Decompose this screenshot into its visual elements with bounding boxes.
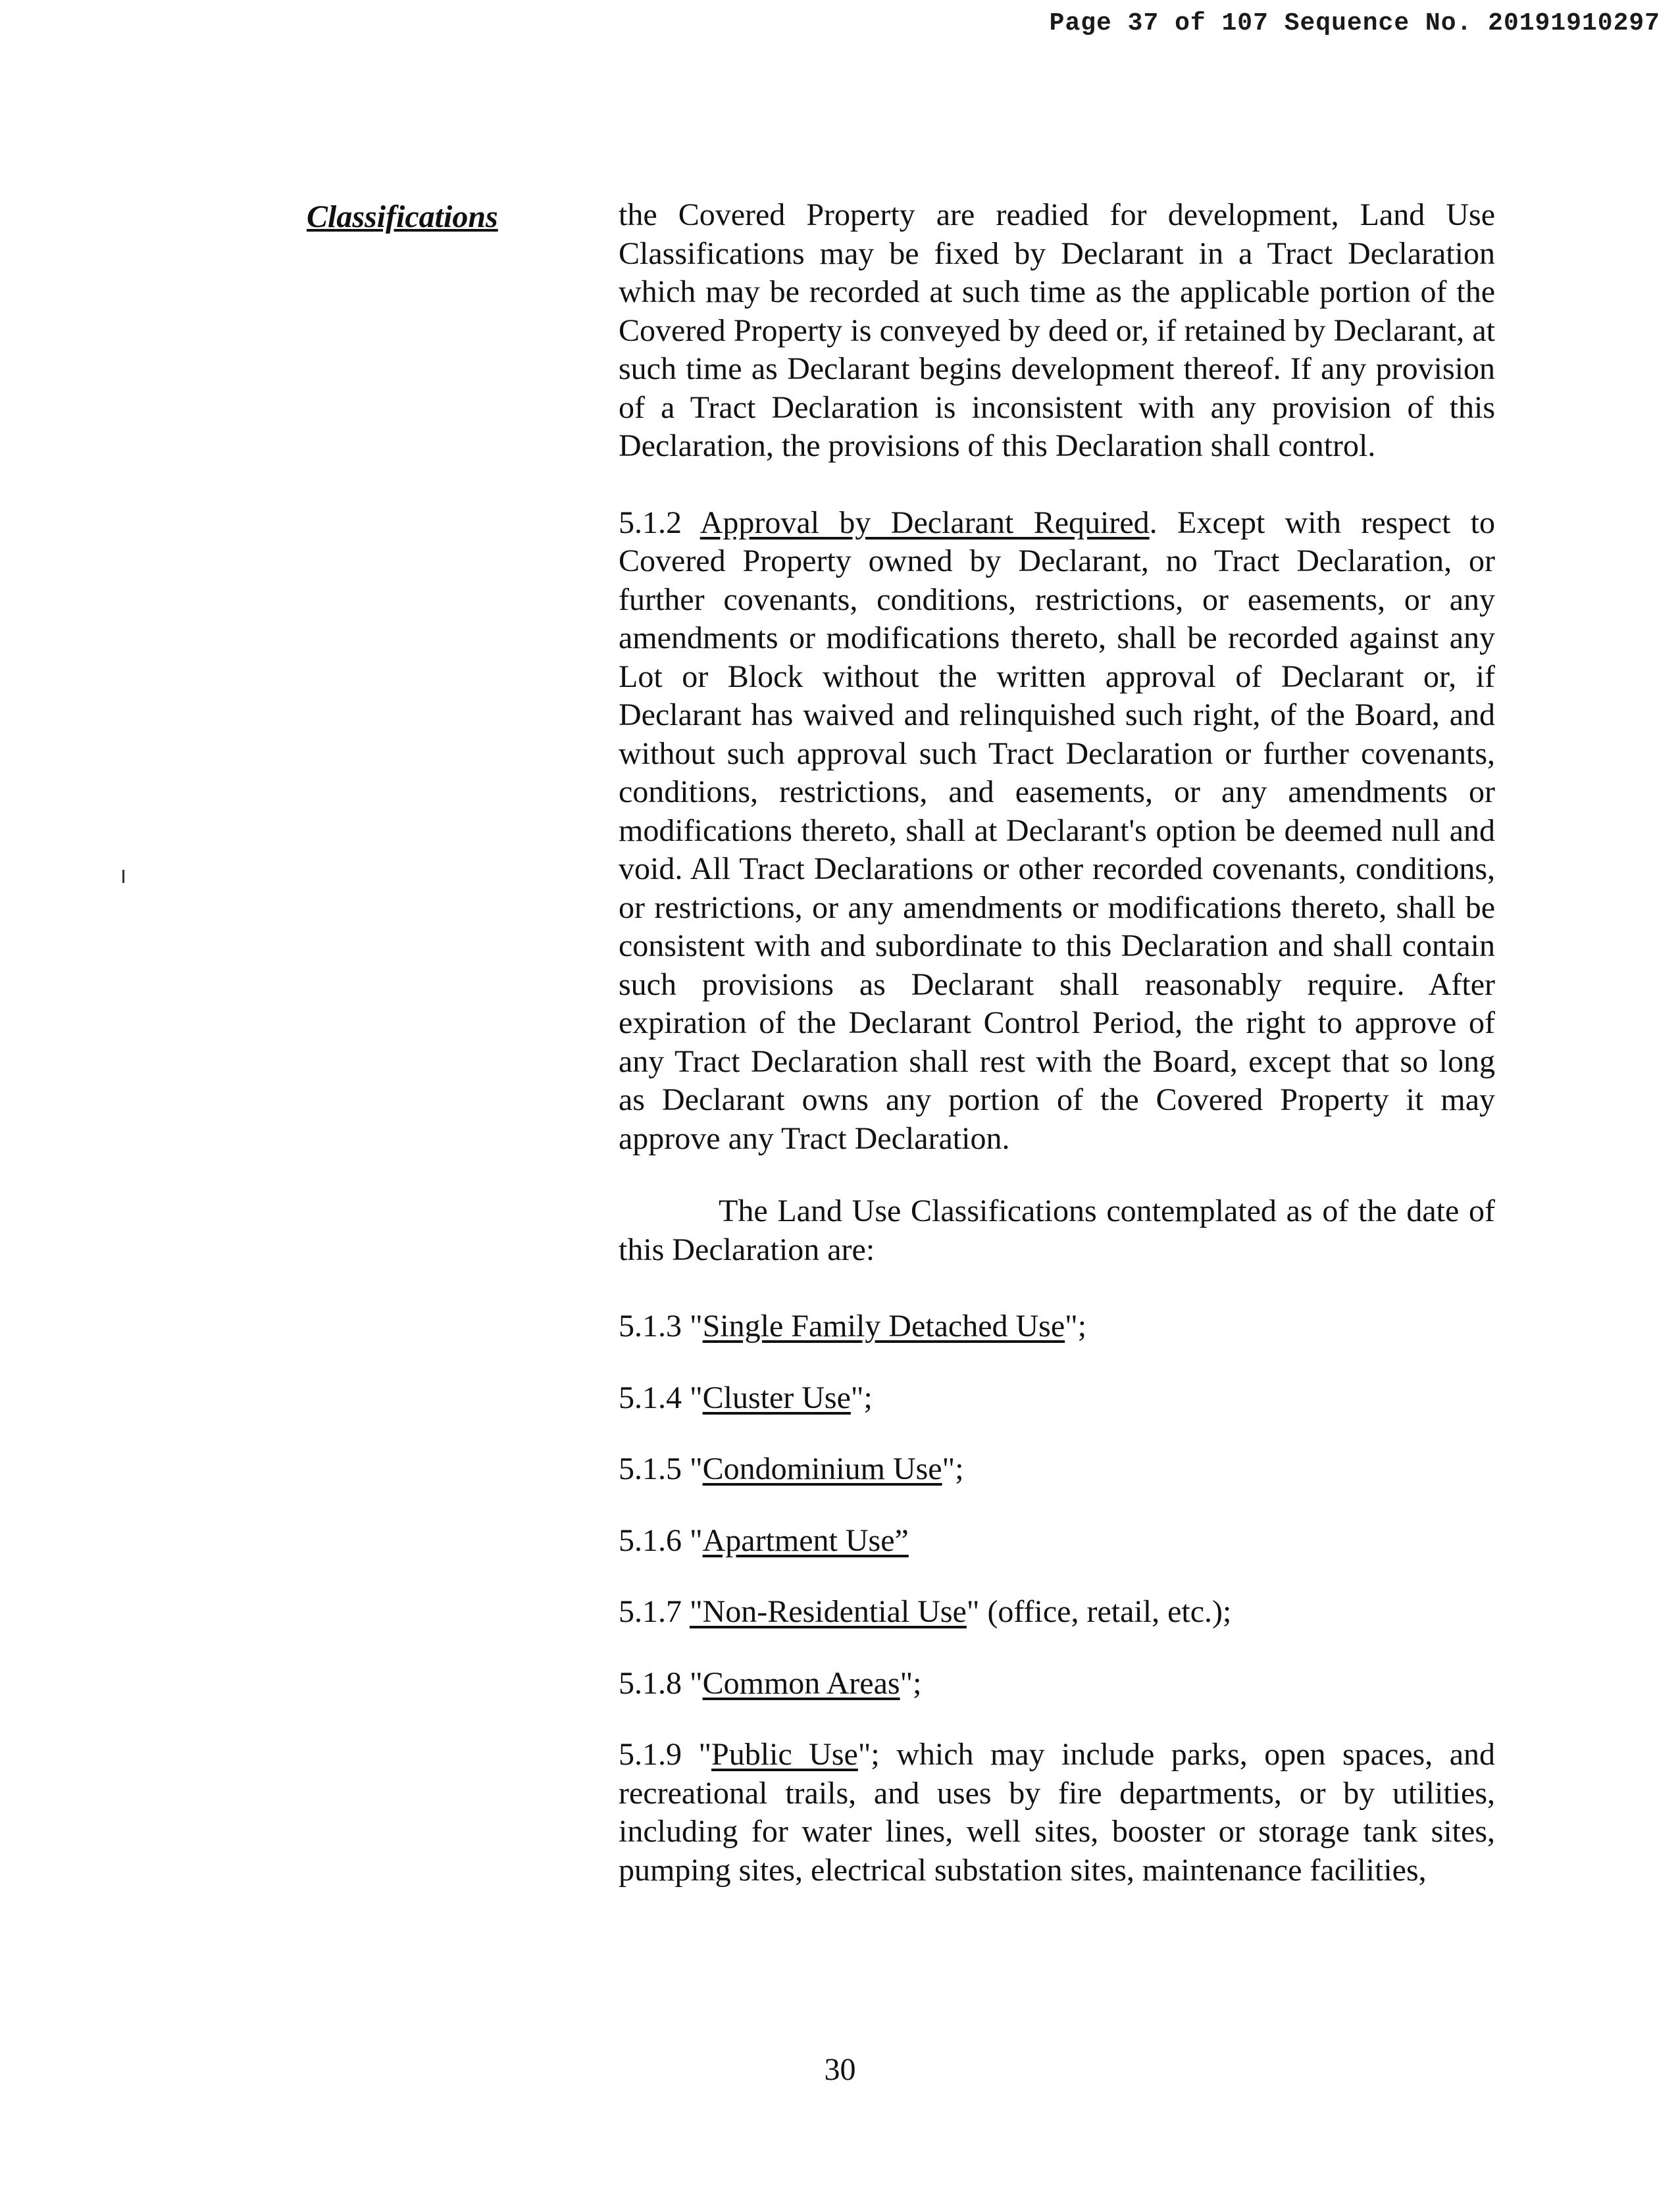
item-term: Apartment Use” [702,1522,909,1558]
section-title-period: . [1149,505,1158,540]
item-number: 5.1.9 [619,1737,682,1772]
item-term: Common Areas [702,1665,900,1701]
item-term: Single Family Detached Use [702,1309,1065,1344]
item-close: " (office, retail, etc.); [966,1594,1232,1629]
page-sequence-stamp: Page 37 of 107 Sequence No. 20191910297 [1049,9,1660,38]
list-item-5-1-9 [619,1736,1495,1890]
item-open-quote [682,1594,690,1629]
item-open-quote: " [682,1665,703,1701]
page-number: 30 [824,2052,856,2087]
item-open-quote: " [682,1309,703,1344]
item-close: "; [900,1665,922,1701]
item-number: 5.1.5 [619,1451,682,1486]
item-term: Public Use [711,1737,858,1772]
list-item-5-1-4 [619,1379,1495,1418]
body-text-column [619,196,1495,1890]
item-close: "; [942,1451,964,1486]
item-open-quote: " [682,1380,703,1415]
section-title: Approval by Declarant Required [700,505,1150,540]
item-close: "; which may include parks, open spaces, and recreational trails, and uses by fire departments, or by utilities, including for water lines, well sites, booster or storage tank sites, pumping sites, electrical substation sites, maintenance facilities, [619,1737,1495,1888]
item-term: "Non-Residential Use [690,1594,967,1629]
item-open-quote: " [682,1737,712,1772]
section-number: 5.1.2 [619,505,682,540]
item-number: 5.1.8 [619,1665,682,1701]
list-item-5-1-7 [619,1593,1495,1632]
section-body: Except with respect to Covered Property owned by Declarant, no Tract Declaration, or further covenants, conditions, restrictions, or easements, or any amendments or modifications thereto, shall be recorded against any Lot or Block without the written approval of Declarant or, if Declarant has waived and relinquished such right, of the Board, and without such approval such Tract Declaration or further covenants, conditions, restrictions, and easements, or any amendments or modifications thereto, shall at Declarant's option be deemed null and void. All Tract Declarations or other recorded covenants, conditions, or restrictions, or any amendments or modifications thereto, shall be consistent with and subordinate to this Declaration and shall contain such provisions as Declarant shall reasonably require. After expiration of the Declarant Control Period, the right to approve of any Tract Declaration shall rest with the Board, except that so long as Declarant owns any portion of the Covered Property it may approve any Tract Declaration. [619,505,1495,1156]
list-item-5-1-3 [619,1307,1495,1346]
item-number: 5.1.4 [619,1380,682,1415]
item-open-quote: " [682,1522,703,1558]
section-side-heading: Classifications [307,199,498,234]
item-term: Cluster Use [702,1380,851,1415]
item-number: 5.1.6 [619,1522,682,1558]
paragraph-5-1-2 [619,504,1495,1159]
margin-mark [122,870,124,883]
item-close: "; [1065,1309,1087,1344]
item-number: 5.1.7 [619,1594,682,1629]
paragraph-classifications-intro: The Land Use Classifications contemplated as of the date of this Declaration are: [619,1194,1495,1267]
item-close: "; [850,1380,873,1415]
paragraph-continuation: the Covered Property are readied for development, Land Use Classifications may be fixed by Declarant in a Tract Declaration which may be recorded at such time as the applicable portion of the Covered Property is conveyed by deed or, if retained by Declarant, at such time as Declarant begins development thereof. If any provision of a Tract Declaration is inconsistent with any provision of this Declaration, the provisions of this Declaration shall control. [619,197,1495,463]
item-term: Condominium Use [702,1451,942,1486]
item-open-quote: " [682,1451,703,1486]
item-number: 5.1.3 [619,1309,682,1344]
list-item-5-1-5 [619,1450,1495,1489]
list-item-5-1-6 [619,1522,1495,1561]
list-item-5-1-8 [619,1665,1495,1703]
